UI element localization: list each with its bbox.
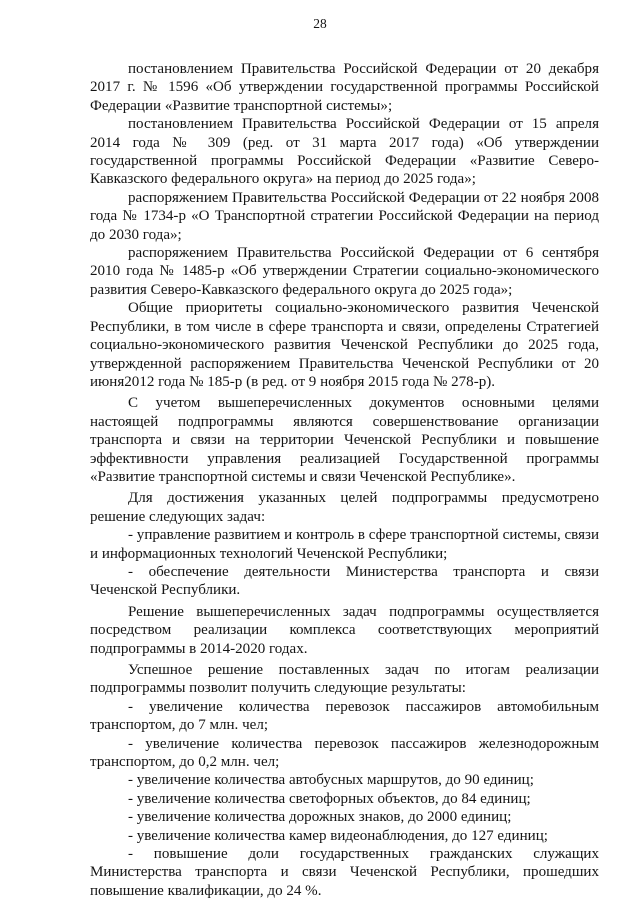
list-item-task-ministry-support: - обеспечение деятельности Министерства транспорта и связи Чеченской Республики. xyxy=(90,563,599,599)
paragraph-development-priorities: Общие приоритеты социально-экономического развития Чеченской Республики, в том числе в сфере транспорта и связи, определены Стратегией социально-экономического развития Чеченской Республики до 2025 года, утвержденной распоряжением Правительства Чеченской Республики от 20 июня2012 года № 185-р (в ред. от 9 ноября 2015 года № 278-р). xyxy=(90,300,599,390)
paragraph-order-1734-r: распоряжением Правительства Российской Федерации от 22 ноября 2008 года № 1734-р «О Транспортной стратегии Российской Федерации на период до 2030 года»; xyxy=(90,189,599,243)
list-item-result-staff-training: - повышение доли государственных гражданских служащих Министерства транспорта и связи Чеченской Республики, прошедших повышение квалификации, до 24 %. xyxy=(90,846,599,899)
paragraph-subprogram-goals: С учетом вышеперечисленных документов основными целями настоящей подпрограммы являются совершенствование организации транспорта и связи на территории Чеченской Республики и повышение эффективности управления реализацией Государственной программы «Развитие транспортной системы и связи Чеченской Республике». xyxy=(90,395,599,485)
list-item-result-road-passengers: - увеличение количества перевозок пассажиров автомобильным транспортом, до 7 млн. чел; xyxy=(90,698,599,734)
paragraph-government-decree-1596: постановлением Правительства Российской Федерации от 20 декабря 2017 г. № 1596 «Об утверждении государственной программы Российской Федерации «Развитие транспортной системы»; xyxy=(90,61,599,114)
list-item-result-rail-passengers: - увеличение количества перевозок пассажиров железнодорожным транспортом, до 0,2 млн. чел; xyxy=(90,735,599,771)
list-item-result-road-signs: - увеличение количества дорожных знаков, до 2000 единиц; xyxy=(128,809,512,826)
list-item-result-bus-routes: - увеличение количества автобусных маршрутов, до 90 единиц; xyxy=(128,772,534,789)
list-item-task-management: - управление развитием и контроль в сфере транспортной системы, связи и информационных технологий Чеченской Республики; xyxy=(90,527,599,562)
list-item-result-traffic-lights: - увеличение количества светофорных объектов, до 84 единиц; xyxy=(128,790,531,807)
paragraph-results-intro: Успешное решение поставленных задач по итогам реализации подпрограммы позволит получить следующие результаты: xyxy=(90,662,599,697)
document-body xyxy=(90,60,599,900)
paragraph-tasks-intro: Для достижения указанных целей подпрограммы предусмотрено решение следующих задач: xyxy=(90,490,599,525)
page-number: 28 xyxy=(313,16,327,31)
paragraph-government-decree-309: постановлением Правительства Российской Федерации от 15 апреля 2014 года № 309 (ред. от 31 марта 2017 года) «Об утверждении государственной программы Российской Федерации «Развитие Северо-Кавказского федерального округа» на период до 2025 года»; xyxy=(90,116,599,188)
paragraph-order-1485-r: распоряжением Правительства Российской Федерации от 6 сентября 2010 года № 1485-р «Об утверждении Стратегии социально-экономического развития Северо-Кавказского федерального округа до 2025 года»; xyxy=(90,245,599,298)
list-item-result-cctv-cameras: - увеличение количества камер видеонаблюдения, до 127 единиц; xyxy=(128,827,548,844)
paragraph-tasks-implementation: Решение вышеперечисленных задач подпрограммы осуществляется посредством реализации комплекса соответствующих мероприятий подпрограммы в 2014-2020 годах. xyxy=(90,603,599,657)
